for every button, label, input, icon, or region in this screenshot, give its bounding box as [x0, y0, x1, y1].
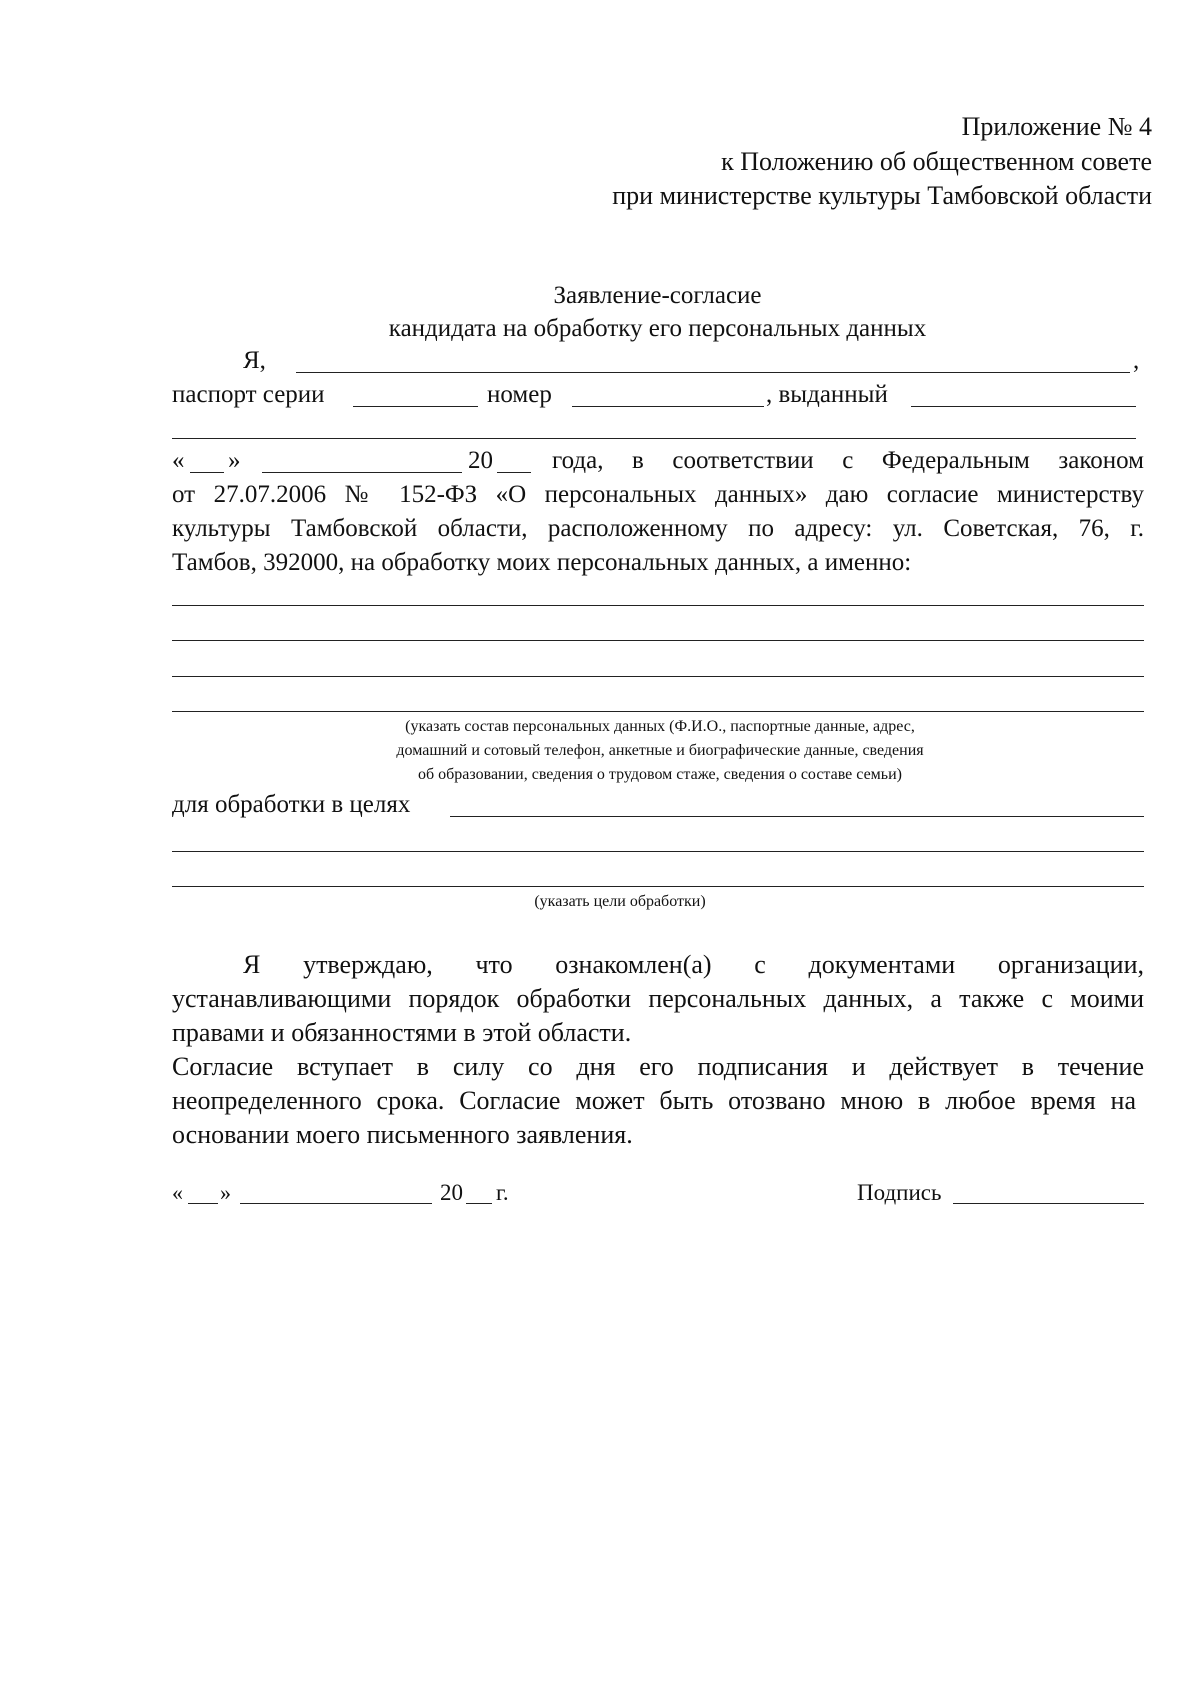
fullname-comma: , [1133, 347, 1140, 374]
statement-p2-line-1: Согласие вступает в силу со дня его подписания и действует в течение [172, 1052, 1144, 1081]
footer-year-field[interactable] [466, 1203, 492, 1204]
statement-p1-line-2: устанавливающими порядок обработки персональных данных, а также с моими [172, 984, 1144, 1013]
purpose-label: для обработки в целях [172, 791, 411, 818]
document-title: Заявление-согласие [553, 282, 762, 309]
fullname-field[interactable] [296, 372, 1130, 373]
passport-number-field[interactable] [572, 406, 764, 407]
signature-field[interactable] [953, 1203, 1144, 1204]
statement-p1-line-3: правами и обязанностями в этой области. [172, 1018, 632, 1047]
personal-data-field-4[interactable] [172, 711, 1144, 712]
ya-label: Я, [243, 347, 266, 374]
passport-issued-field[interactable] [911, 406, 1136, 407]
intro-line-3: культуры Тамбовской области, расположенному по адресу: ул. Советская, 76, г. [172, 515, 1144, 542]
passport-issued-label: , выданный [766, 381, 888, 408]
personal-data-field-2[interactable] [172, 640, 1144, 641]
date-quote-open: « [172, 447, 185, 474]
appendix-ministry: при министерстве культуры Тамбовской области [612, 181, 1152, 210]
purpose-field-1[interactable] [450, 816, 1144, 817]
statement-p2-line-3: основании моего письменного заявления. [172, 1120, 633, 1149]
footer-day-field[interactable] [188, 1203, 218, 1204]
day-field[interactable] [190, 472, 224, 473]
appendix-regulation: к Положению об общественном совете [721, 147, 1152, 176]
personal-data-field-3[interactable] [172, 676, 1144, 677]
intro-line-2: от 27.07.2006 № 152-ФЗ «О персональных данных» даю согласие министерству [172, 481, 1144, 508]
statement-p1-line-1: Я утверждаю, что ознакомлен(а) с документами организации, [243, 950, 1144, 979]
personal-data-hint-2: домашний и сотовый телефон, анкетные и биографические данные, сведения [396, 742, 924, 759]
footer-year-suffix: г. [496, 1180, 509, 1205]
date-quote-close: » [228, 447, 241, 474]
passport-number-label: номер [487, 381, 552, 408]
intro-line-4: Тамбов, 392000, на обработку моих персональных данных, а именно: [172, 549, 912, 576]
month-field[interactable] [262, 472, 462, 473]
year-field[interactable] [497, 472, 531, 473]
signature-label: Подпись [857, 1180, 942, 1205]
personal-data-hint-1: (указать состав персональных данных (Ф.И.О., паспортные данные, адрес, [405, 718, 915, 735]
passport-series-label: паспорт серии [172, 381, 325, 408]
document-subtitle: кандидата на обработку его персональных данных [388, 315, 927, 342]
footer-quote-close: » [220, 1180, 231, 1205]
passport-series-field[interactable] [353, 406, 478, 407]
footer-year-prefix: 20 [440, 1180, 463, 1205]
issued-by-field[interactable] [172, 438, 1136, 439]
appendix-number: Приложение № 4 [961, 112, 1152, 141]
statement-p2-line-2: неопределенного срока. Согласие может быть отозвано мною в любое время на [172, 1086, 1136, 1115]
personal-data-field-1[interactable] [172, 605, 1144, 606]
footer-month-field[interactable] [240, 1203, 432, 1204]
purpose-field-2[interactable] [172, 851, 1144, 852]
personal-data-hint-3: об образовании, сведения о трудовом стаже, сведения о составе семьи) [418, 766, 902, 783]
purpose-field-3[interactable] [172, 886, 1144, 887]
footer-quote-open: « [172, 1180, 183, 1205]
purpose-hint: (указать цели обработки) [534, 893, 706, 910]
year-prefix: 20 [468, 447, 493, 474]
intro-line-1: года, в соответствии с Федеральным законом [552, 447, 1144, 474]
